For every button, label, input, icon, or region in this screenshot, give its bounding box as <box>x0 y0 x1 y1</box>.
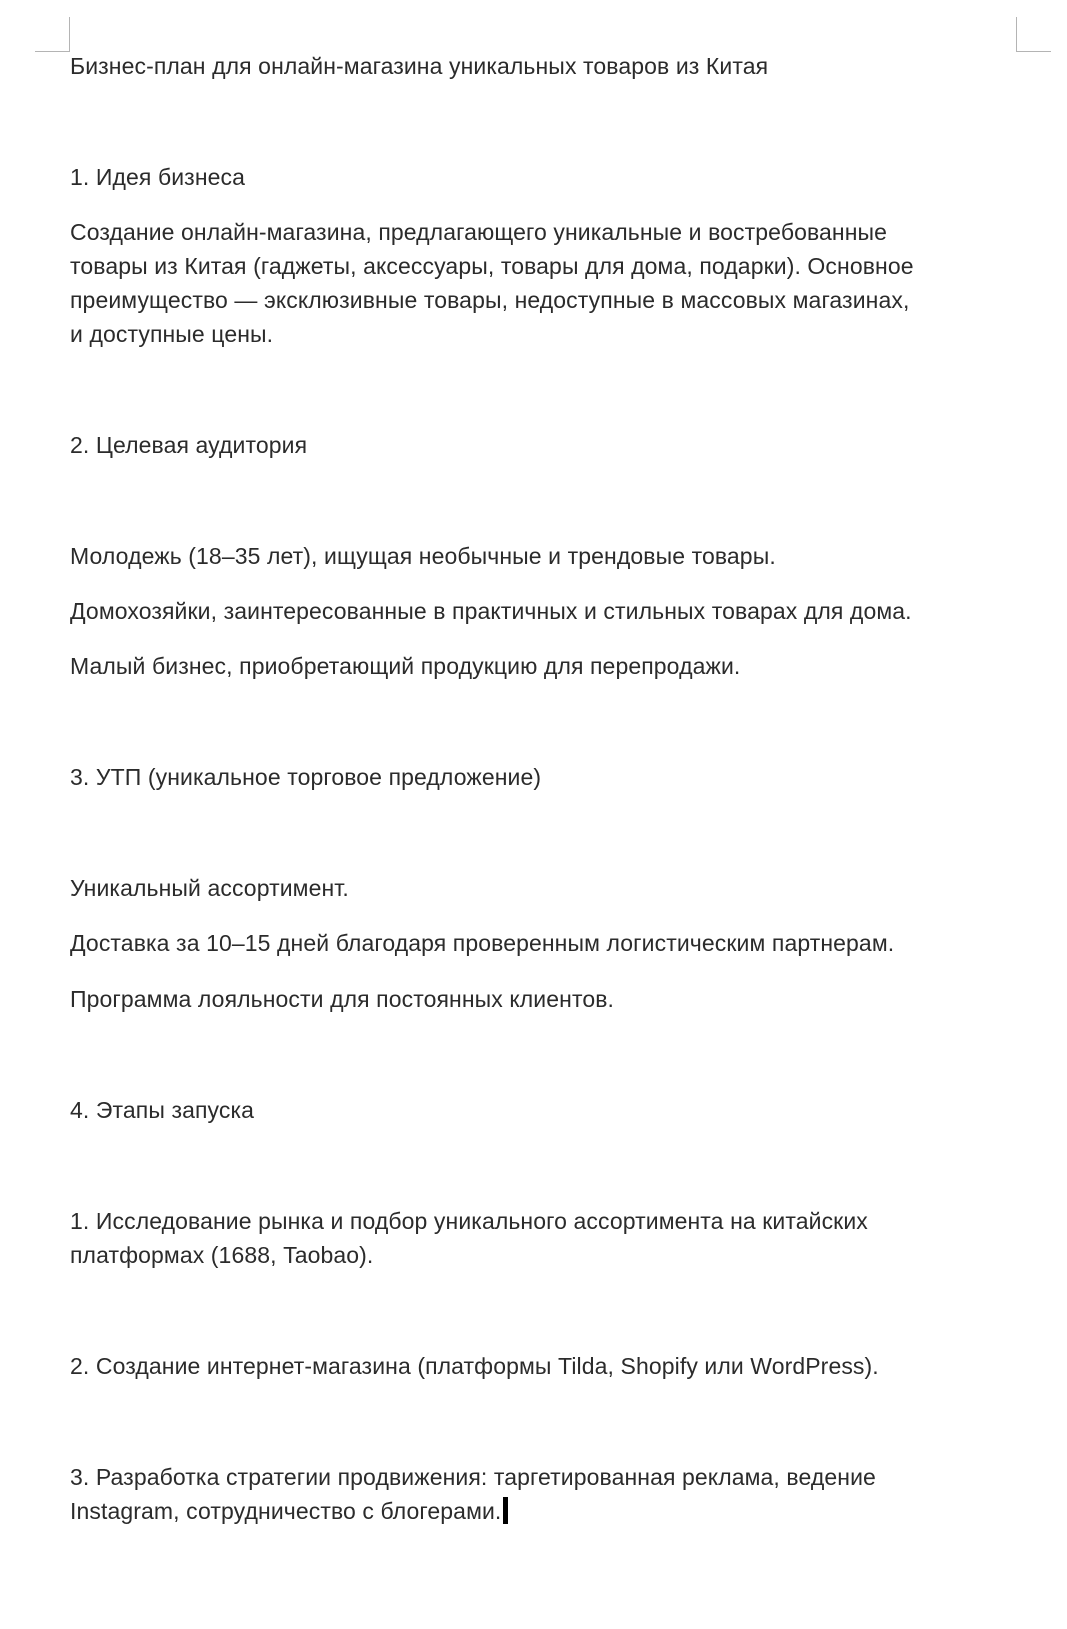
usp-item-3: Программа лояльности для постоянных клиентов. <box>70 986 615 1012</box>
text-cursor <box>503 1497 508 1524</box>
launch-step-3-line-1: 3. Разработка стратегии продвижения: таргетированная реклама, ведение <box>70 1464 876 1490</box>
top-right-margin-marker <box>1016 17 1051 52</box>
audience-item-2: Домохозяйки, заинтересованные в практичных и стильных товарах для дома. <box>70 598 912 624</box>
section-1-line-4: и доступные цены. <box>70 321 274 347</box>
launch-step-3-line-2-text: Instagram, сотрудничество с блогерами. <box>70 1498 502 1524</box>
section-1-line-2: товары из Китая (гаджеты, аксессуары, товары для дома, подарки). Основное <box>70 253 914 279</box>
section-2-heading: 2. Целевая аудитория <box>70 432 308 458</box>
launch-step-1-line-1: 1. Исследование рынка и подбор уникального ассортимента на китайских <box>70 1208 868 1234</box>
section-4-heading: 4. Этапы запуска <box>70 1097 255 1123</box>
launch-step-1-line-2: платформах (1688, Taobao). <box>70 1242 374 1268</box>
section-1-heading: 1. Идея бизнеса <box>70 164 246 190</box>
section-1-line-3: преимущество — эксклюзивные товары, недоступные в массовых магазинах, <box>70 287 910 313</box>
document-title: Бизнес-план для онлайн-магазина уникальных товаров из Китая <box>70 53 769 79</box>
launch-step-3-line-2 <box>70 1494 508 1529</box>
section-3-heading: 3. УТП (уникальное торговое предложение) <box>70 764 542 790</box>
audience-item-3: Малый бизнес, приобретающий продукцию для перепродажи. <box>70 653 741 679</box>
usp-item-1: Уникальный ассортимент. <box>70 875 349 901</box>
audience-item-1: Молодежь (18–35 лет), ищущая необычные и трендовые товары. <box>70 543 776 569</box>
section-1-line-1: Создание онлайн-магазина, предлагающего уникальные и востребованные <box>70 219 888 245</box>
usp-item-2: Доставка за 10–15 дней благодаря проверенным логистическим партнерам. <box>70 930 895 956</box>
top-left-margin-marker <box>35 17 70 52</box>
launch-step-2: 2. Создание интернет-магазина (платформы Tilda, Shopify или WordPress). <box>70 1353 879 1379</box>
